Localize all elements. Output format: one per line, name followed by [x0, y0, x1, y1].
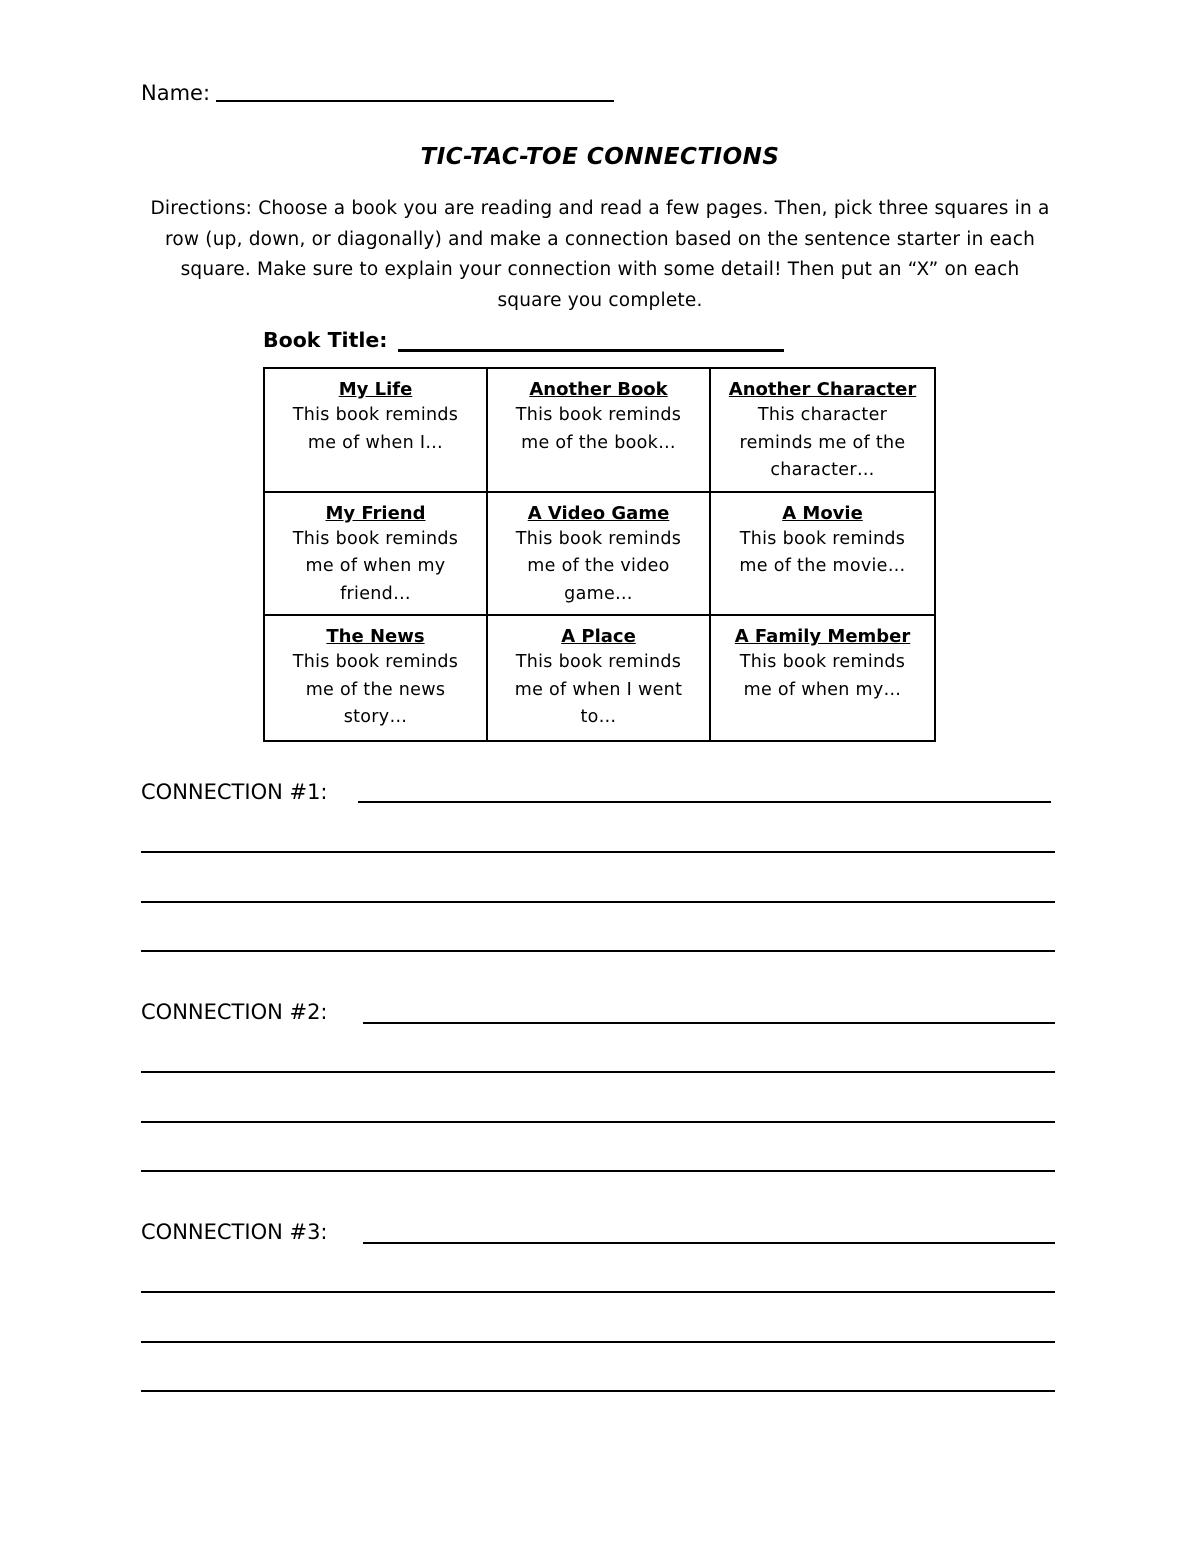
directions-label: Directions:	[150, 198, 253, 219]
book-title-label: Book Title:	[263, 328, 388, 352]
cell-text: This book reminds me of when I went to…	[514, 652, 683, 728]
connection-1-line-1[interactable]	[358, 801, 1051, 803]
grid-cell-my-life[interactable]	[265, 369, 488, 493]
grid-cell-a-movie[interactable]	[711, 493, 934, 617]
connection-1-line-3[interactable]	[141, 901, 1055, 903]
directions-text: Choose a book you are reading and read a few pages. Then, pick three squares in a row (up, down, or diagonally) and make a connection based on the sentence starter in each square. Make sure to explain your connection with some detail! Then put an “X” on each square you complete.	[164, 198, 1050, 311]
page-title: TIC-TAC-TOE CONNECTIONS	[420, 144, 780, 170]
connection-1-line-2[interactable]	[141, 851, 1055, 853]
connection-2-line-2[interactable]	[141, 1071, 1055, 1073]
cell-heading: Another Book	[529, 379, 668, 400]
grid-cell-a-family-member[interactable]	[711, 616, 934, 740]
cell-heading: Another Character	[728, 379, 917, 400]
name-label: Name:	[141, 81, 211, 105]
cell-heading: My Friend	[325, 502, 426, 524]
connection-3-line-2[interactable]	[141, 1291, 1055, 1293]
connection-2-line-1[interactable]	[363, 1022, 1055, 1024]
cell-text: This book reminds me of the news story…	[292, 652, 459, 728]
cell-text: This book reminds me of the video game…	[515, 528, 682, 604]
directions	[148, 194, 1052, 316]
connection-3-line-4[interactable]	[141, 1390, 1055, 1392]
cell-heading: A Family Member	[734, 626, 911, 648]
connection-2-label: CONNECTION #2:	[141, 1000, 328, 1024]
connection-1-label: CONNECTION #1:	[141, 780, 328, 804]
grid-cell-the-news[interactable]	[265, 616, 488, 740]
cell-text: This book reminds me of when I…	[292, 405, 459, 453]
connection-3-label: CONNECTION #3:	[141, 1220, 328, 1244]
connection-2-line-4[interactable]	[141, 1170, 1055, 1172]
grid-cell-a-video-game[interactable]	[488, 493, 711, 617]
grid-cell-my-friend[interactable]	[265, 493, 488, 617]
name-field[interactable]	[216, 100, 614, 102]
connection-3-line-3[interactable]	[141, 1341, 1055, 1343]
grid-cell-another-book[interactable]	[488, 369, 711, 493]
cell-heading: The News	[326, 626, 425, 648]
cell-text: This character reminds me of the character…	[739, 405, 906, 480]
tic-tac-toe-grid	[263, 367, 936, 742]
cell-heading: My Life	[338, 379, 413, 400]
connection-1-line-4[interactable]	[141, 950, 1055, 952]
cell-text: This book reminds me of the movie…	[739, 528, 906, 577]
connection-3-line-1[interactable]	[363, 1242, 1055, 1244]
cell-text: This book reminds me of when my…	[739, 652, 906, 700]
cell-text: This book reminds me of when my friend…	[292, 528, 459, 604]
book-title-row	[263, 326, 784, 354]
grid-cell-a-place[interactable]	[488, 616, 711, 740]
cell-heading: A Video Game	[527, 502, 670, 524]
cell-heading: A Movie	[782, 502, 863, 524]
cell-text: This book reminds me of the book…	[515, 405, 682, 453]
grid-cell-another-character[interactable]	[711, 369, 934, 493]
cell-heading: A Place	[561, 626, 636, 648]
name-row	[141, 72, 614, 106]
connection-2-line-3[interactable]	[141, 1121, 1055, 1123]
book-title-field[interactable]	[398, 349, 784, 352]
